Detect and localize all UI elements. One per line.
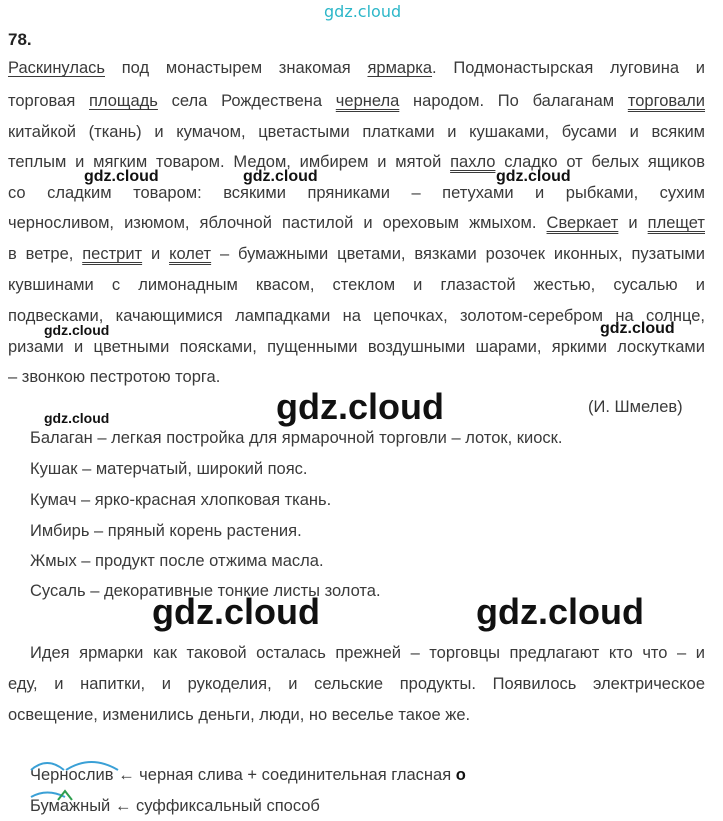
morph-word: Чернослив (30, 766, 114, 784)
exercise-number: 78. (8, 30, 32, 49)
predicate-word: чернела (335, 92, 400, 110)
glossary-entry: Кумач – ярко-красная хлопковая ткань. (30, 491, 332, 509)
answer-line: Идея ярмарки как таковой осталась прежней – торговцы предлагают кто что – и (30, 644, 705, 662)
predicate-word: колет (169, 245, 212, 263)
glossary-entry: Имбирь – пряный корень растения. (30, 522, 302, 540)
text-segment: – бумажными цветами, вязками розочек иконных, пузатыми (211, 245, 705, 263)
text-segment: подвесками, качающимися лампадками на цепочках, золотом-серебром на солнце, (8, 307, 705, 325)
subject-word: Раскинулась (8, 59, 105, 77)
author-attribution: (И. Шмелев) (588, 398, 683, 416)
text-segment: села Рождествена (157, 92, 336, 110)
subject-word: ярмарка (367, 59, 433, 77)
subject-word: площадь (89, 92, 158, 110)
root-arc-1 (31, 763, 64, 770)
morph-rest: ← суффиксальный способ (110, 797, 320, 815)
predicate-word: Сверкает (546, 214, 619, 232)
text-segment: черносливом, изюмом, яблочной пастилой и ореховым жмыхом. (8, 214, 547, 232)
connecting-vowel: о (455, 766, 466, 784)
watermark-small: gdz.cloud (44, 322, 110, 338)
text-segment: теплым и мягким товаром. Медом, имбирем и мятой (8, 153, 451, 171)
text-segment: – звонкою пестротою торга. (8, 368, 221, 386)
predicate-word: пахло (450, 153, 496, 171)
watermark-small: gdz.cloud (44, 410, 110, 426)
text-segment: под монастырем знакомая (104, 59, 368, 77)
morph-word: Бумажный (30, 797, 111, 815)
answer-line: освещение, изменились деньги, люди, но веселье такое же. (8, 706, 471, 724)
predicate-word: пестрит (82, 245, 143, 263)
glossary-entry: Жмых – продукт после отжима масла. (30, 552, 324, 570)
text-segment: сладко от белых ящиков (495, 153, 705, 171)
morph-rest: ← черная слива + соединительная гласная (113, 766, 456, 784)
watermark-large: gdz.cloud (476, 591, 644, 632)
watermark-small: gdz.cloud (84, 168, 159, 185)
glossary-entry: Сусаль – декоративные тонкие листы золота. (30, 582, 381, 600)
text-segment: . Подмонастырская луговина и (432, 59, 705, 77)
root-arc-2 (66, 762, 118, 770)
watermark-small: gdz.cloud (243, 168, 318, 185)
text-segment: торговая (8, 92, 89, 110)
text-segment: со сладким товаром: всякими пряниками – петухами и рыбками, сухим (8, 184, 705, 202)
watermark-top: gdz.cloud (324, 2, 402, 21)
text-segment: китайкой (ткань) и кумачом, цветастыми платками и кушаками, бусами и всяким (8, 123, 705, 141)
text-segment: и (618, 214, 648, 232)
watermark-large: gdz.cloud (276, 386, 444, 427)
watermark-small: gdz.cloud (496, 168, 571, 185)
text-segment: ризами и цветными поясками, пущенными воздушными шарами, яркими лоскутками (8, 338, 705, 356)
text-segment: и (142, 245, 170, 263)
predicate-word: торговали (627, 92, 706, 110)
text-segment: в ветре, (8, 245, 83, 263)
answer-line: еду, и напитки, и рукоделия, и сельские продукты. Появилось электрическое (8, 675, 705, 693)
watermark-large: gdz.cloud (152, 591, 320, 632)
text-segment: кувшинами с лимонадным квасом, стеклом и глазастой жестью, сусалью и (8, 276, 705, 294)
text-segment: народом. По балаганам (399, 92, 628, 110)
glossary-entry: Кушак – матерчатый, широкий пояс. (30, 460, 308, 478)
glossary-entry: Балаган – легкая постройка для ярмарочной торговли – лоток, киоск. (30, 429, 563, 447)
watermark-small: gdz.cloud (600, 320, 675, 337)
predicate-word: плещет (647, 214, 705, 232)
